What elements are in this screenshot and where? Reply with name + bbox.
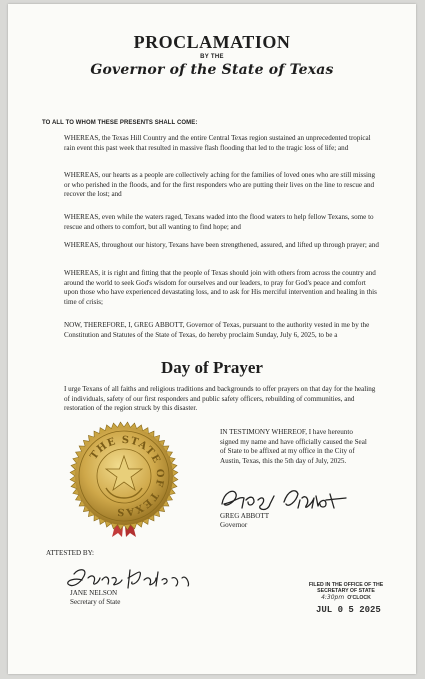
proclamation-paragraph: NOW, THEREFORE, I, GREG ABBOTT, Governor of Texas, pursuant to the authority vested in me by the Constitution and Statutes of the State of Texas, do hereby proclaim Sunday, July 6, 2025, to be a [64,321,370,339]
governor-signature [214,482,356,516]
stamp-line-2: SECRETARY OF STATE [317,588,375,595]
secretary-name: JANE NELSON [70,589,118,597]
whereas-paragraph: WHEREAS, even while the waters raged, Texans waded into the flood waters to help fellow Texans, some to rescue and others to comfort, but all wanting to find hope; and [64,213,374,231]
whereas-paragraph: WHEREAS, the Texas Hill Country and the entire Central Texas region sustained an unprecedented tropical rain event this past week that resulted in massive flash flooding that led to the tragic loss of life; and [64,134,371,152]
whereas-paragraph: WHEREAS, it is right and fitting that the people of Texas should join with others from across the country and around the world to seek God's wisdom for ourselves and our leaders, to pray for God's peace and comfort upon those who have experienced devastating loss, and to ask for His merciful intervention and healing in this time of crisis; [64,269,377,306]
document-title: PROCLAMATION [133,32,291,52]
stamp-time: 4:30pm [321,593,345,601]
filing-stamp [290,582,402,601]
proclamation-document [8,4,416,674]
issuing-office: Governor of the State of Texas [90,62,334,78]
governor-title: Governor [220,521,248,529]
seal-text: THE STATE OF TEXAS [88,434,166,518]
secretary-title: Secretary of State [70,598,121,606]
urge-paragraph: I urge Texans of all faiths and religious traditions and backgrounds to offer prayers on that day for the healing of individuals, safety of our first responders and public safety officers, rebuilding of communities, and restoration of the region struck by this disaster. [64,385,376,413]
byline: BY THE [200,54,224,60]
salutation: TO ALL TO WHOM THESE PRESENTS SHALL COME: [42,120,198,126]
whereas-paragraph: WHEREAS, throughout our history, Texans have been strengthened, assured, and lifted up through prayer; and [64,241,379,249]
governor-name: GREG ABBOTT [220,512,270,520]
stamp-line-1: FILED IN THE OFFICE OF THE [308,582,384,588]
whereas-paragraph: WHEREAS, our hearts as a people are collectively aching for the families of loved ones who are still missing or who perished in the floods, and for the first responders who are putting their lives on the line to rescue and recover the lost; and [64,171,376,199]
attested-label: ATTESTED BY: [46,549,95,557]
testimony-paragraph: IN TESTIMONY WHEREOF, I have hereunto signed my name and have officially caused the Seal of State to be affixed at my office in the City of Austin, Texas, this the 5th day of July, 2025. [220,428,367,465]
state-seal [68,418,180,538]
stamp-oclock: O'CLOCK [347,594,371,601]
stamp-date: JUL 0 5 2025 [316,605,381,615]
day-of-prayer-heading: Day of Prayer [161,358,263,377]
